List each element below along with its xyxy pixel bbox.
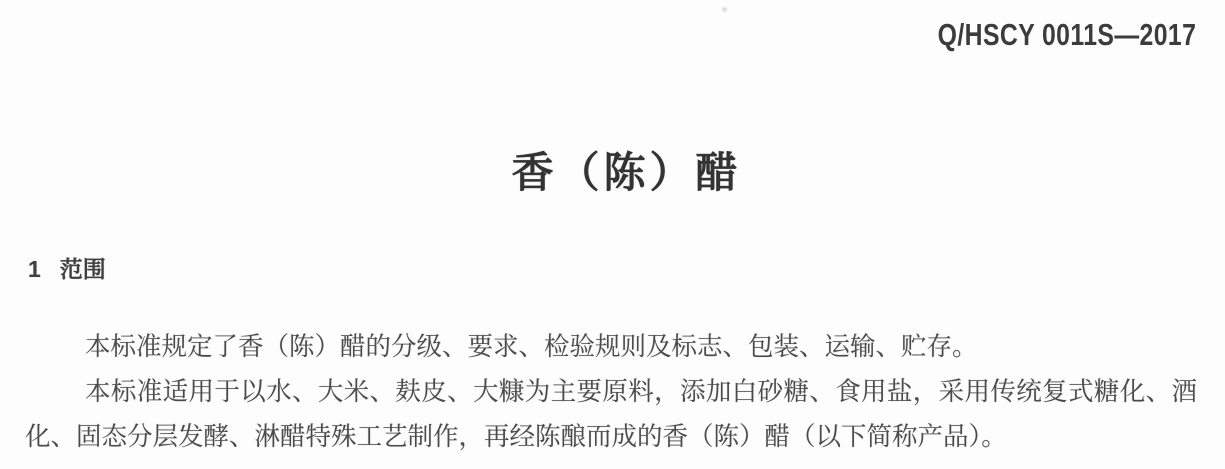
paragraph-scope-summary: 本标准规定了香（陈）醋的分级、要求、检验规则及标志、包装、运输、贮存。 — [85, 332, 978, 361]
section-heading — [28, 251, 106, 284]
document-title: 香（陈）醋 — [511, 149, 742, 197]
scan-speck-artifact — [721, 6, 728, 13]
paragraph-applicability: 本标准适用于以水、大米、麸皮、大糠为主要原料，添加白砂糖、食用盐，采用传统复式糖化、酒化、固态分层发酵、淋醋特殊工艺制作，再经陈酿而成的香（陈）醋（以下简称产品）。 — [25, 377, 1197, 451]
section-number: 1 — [28, 256, 41, 282]
doc-number: Q/HSCY 0011S—2017 — [937, 17, 1196, 52]
body-text-block — [25, 324, 1197, 459]
section-heading-label: 范围 — [59, 256, 106, 282]
